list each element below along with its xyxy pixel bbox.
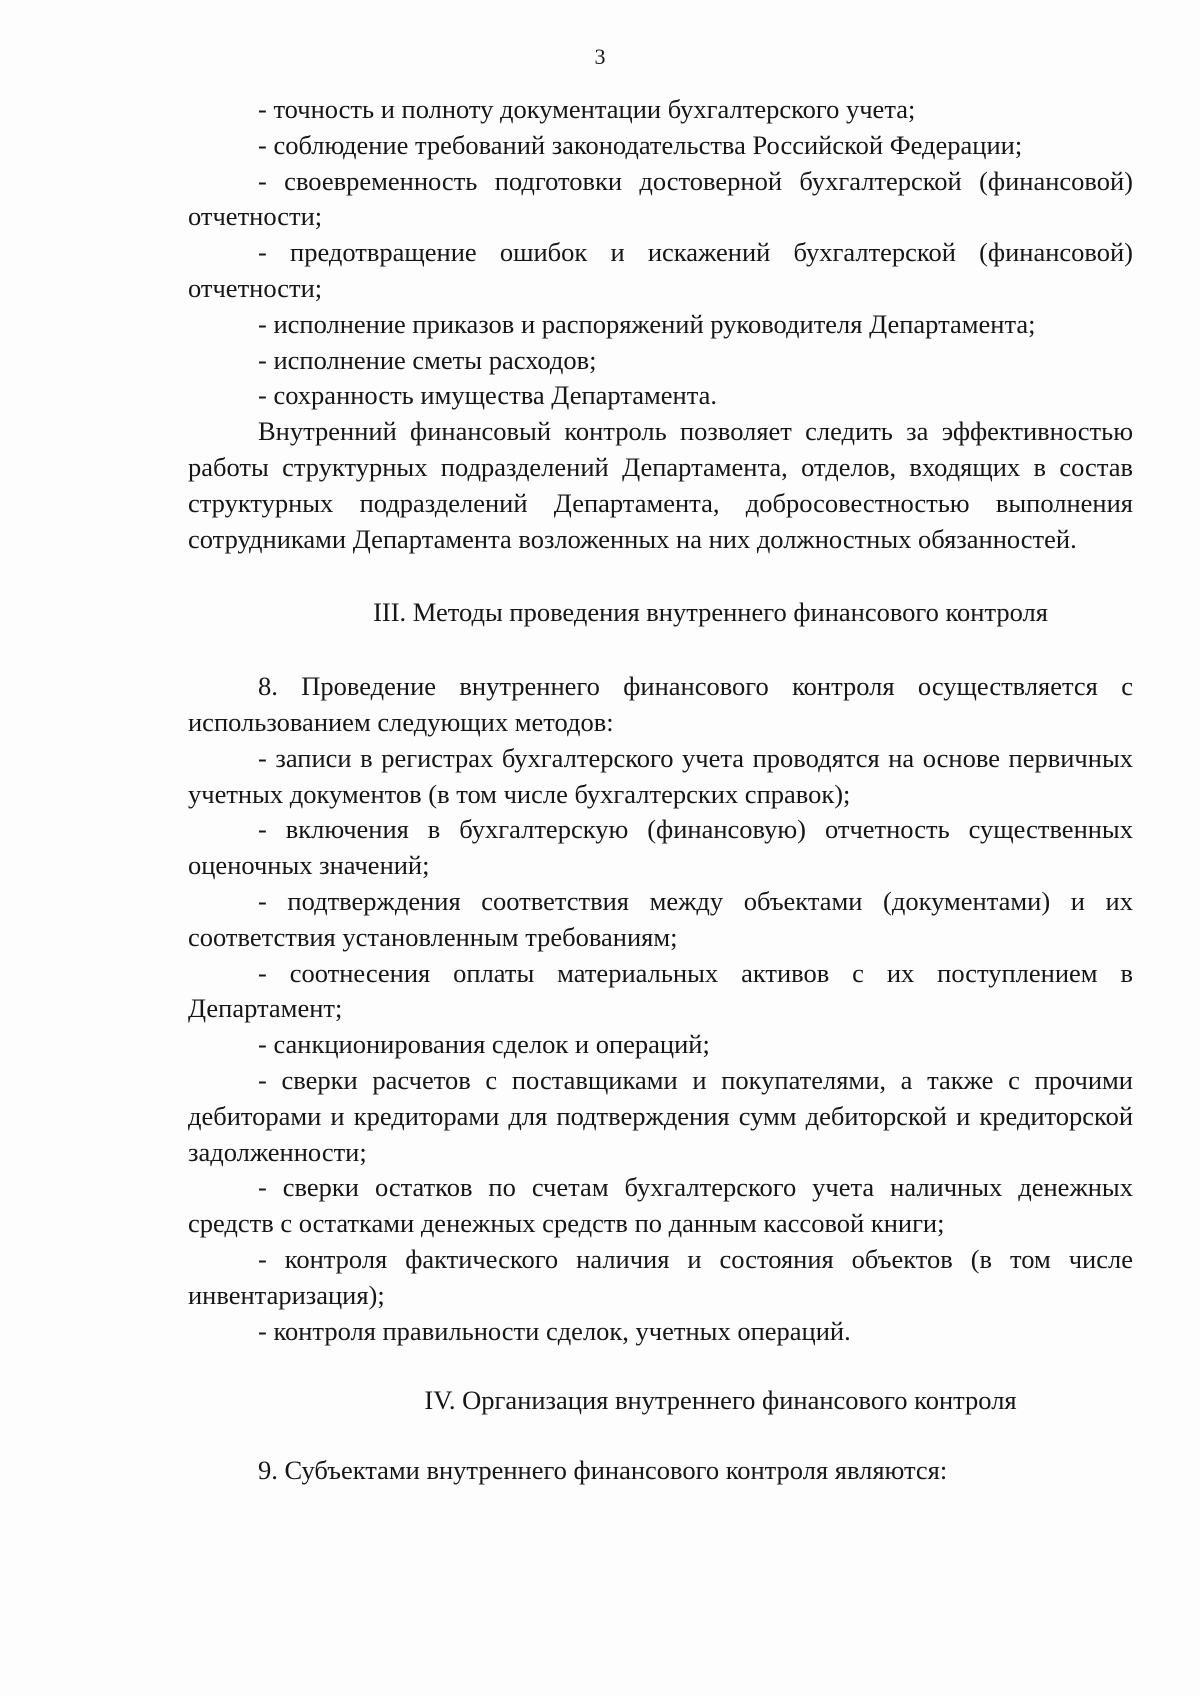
list-item: - сохранность имущества Департамента.	[258, 380, 717, 411]
list-item: - сверки остатков по счетам бухгалтерского учета наличных денежных средств с остатками денежных средств по данным кассовой книги;	[188, 1172, 1133, 1239]
section-heading-methods: III. Методы проведения внутреннего финансового контроля	[373, 597, 1048, 628]
page-number: 3	[594, 44, 606, 69]
list-item: - своевременность подготовки достоверной бухгалтерской (финансовой) отчетности;	[188, 165, 1133, 232]
section-heading-organization: IV. Организация внутреннего финансового контроля	[424, 1385, 1017, 1416]
list-item: - включения в бухгалтерскую (финансовую) отчетность существенных оценочных значений;	[188, 814, 1133, 881]
list-item: - исполнение сметы расходов;	[258, 344, 597, 375]
list-item: - точность и полноту документации бухгалтерского учета;	[258, 94, 916, 124]
list-item: - контроля фактического наличия и состояния объектов (в том числе инвентаризация);	[188, 1243, 1133, 1310]
list-item: - подтверждения соответствия между объектами (документами) и их соответствия установленным требованиям;	[188, 885, 1133, 952]
list-item: - соблюдение требований законодательства Российской Федерации;	[258, 129, 1023, 160]
list-item: - исполнение приказов и распоряжений руководителя Департамента;	[258, 308, 1036, 339]
list-item: - предотвращение ошибок и искажений бухгалтерской (финансовой) отчетности;	[188, 237, 1133, 303]
section-intro-methods: 8. Проведение внутреннего финансового контроля осуществляется с использованием следующих методов:	[188, 671, 1133, 737]
paragraph-internal-control: Внутренний финансовый контроль позволяет следить за эффективностью работы структурных подразделений Департамента, отделов, входящих в состав структурных подразделений Департамента, добросовестностью выполнения сотрудниками Департамента возложенных на них должностных обязанностей.	[188, 416, 1133, 554]
list-item: - санкционирования сделок и операций;	[258, 1029, 710, 1060]
section-intro-organization: 9. Субъектами внутреннего финансового контроля являются:	[258, 1455, 948, 1486]
list-item: - записи в регистрах бухгалтерского учета проводятся на основе первичных учетных документов (в том числе бухгалтерских справок);	[188, 742, 1133, 809]
list-item: - соотнесения оплаты материальных активов с их поступлением в Департамент;	[188, 957, 1133, 1024]
document-body	[188, 92, 1133, 1489]
list-item: - контроля правильности сделок, учетных операций.	[258, 1315, 851, 1346]
list-item: - сверки расчетов с поставщиками и покупателями, а также с прочими дебиторами и кредиторами для подтверждения сумм дебиторской и кредиторской задолженности;	[188, 1064, 1133, 1167]
